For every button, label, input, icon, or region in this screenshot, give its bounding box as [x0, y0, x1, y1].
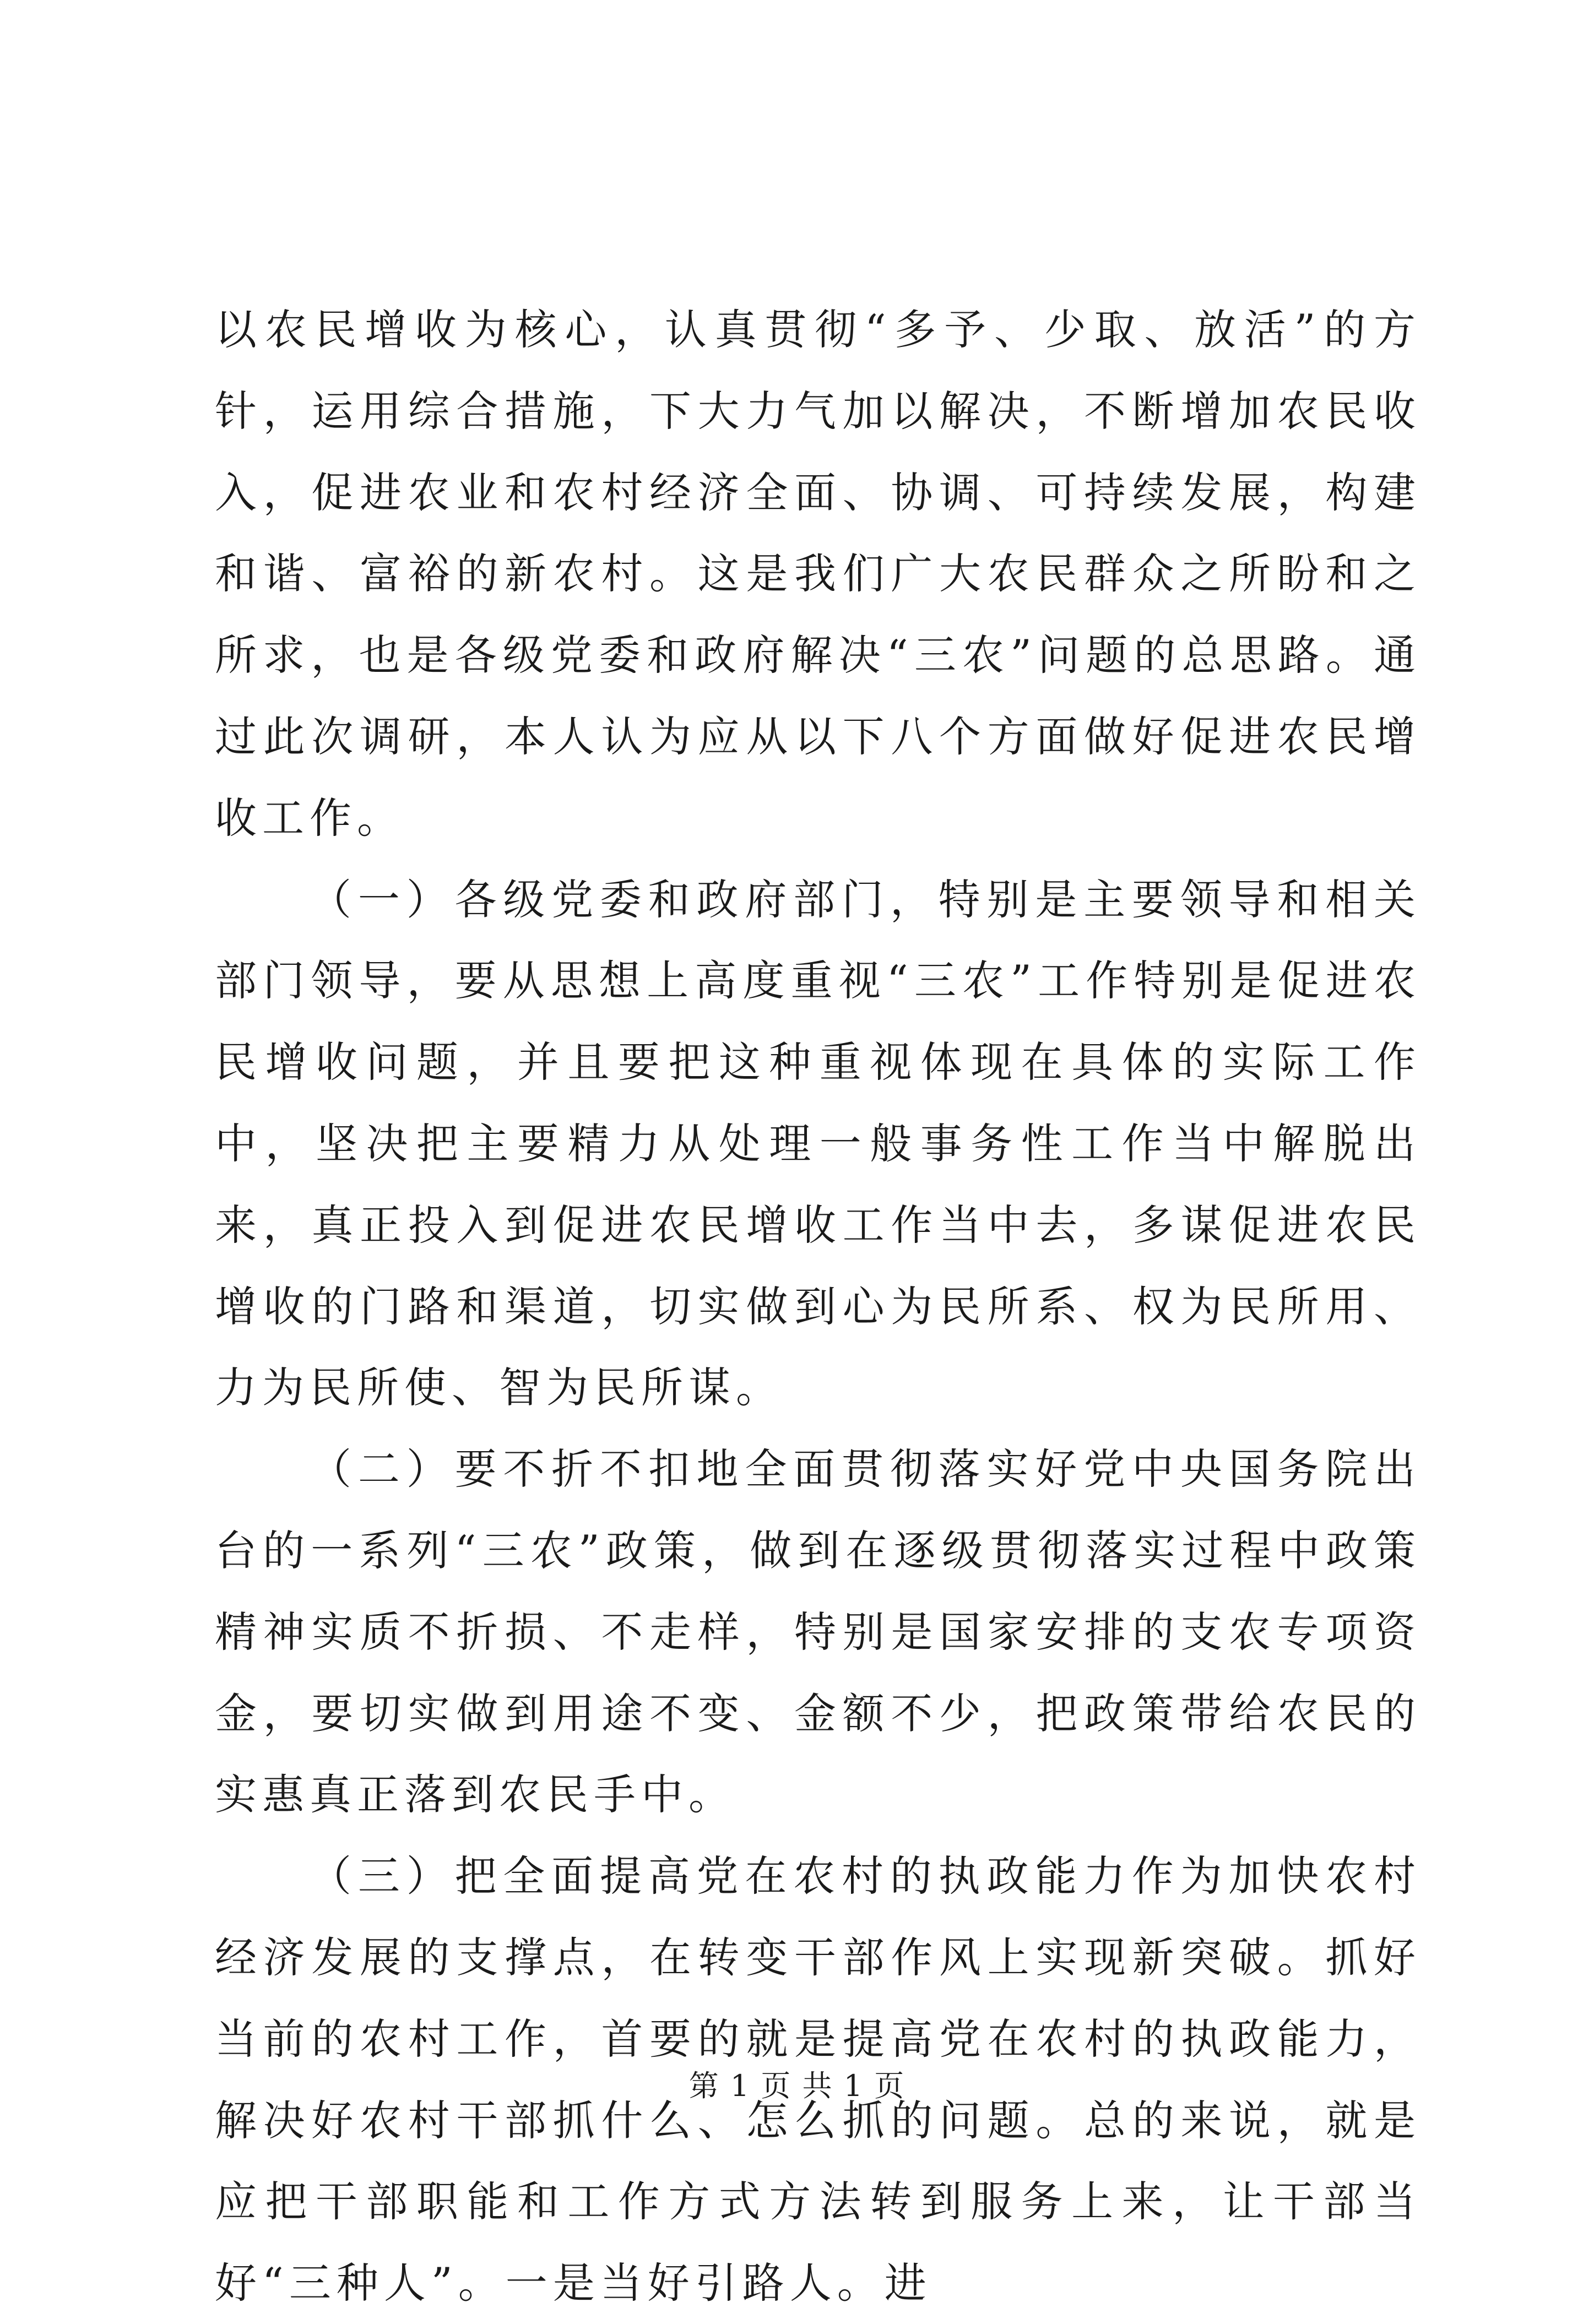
paragraph-intro: 以农民增收为核心，认真贯彻“多予、少取、放活”的方针，运用综合措施，下大力气加以解决，不断增加农民收入，促进农业和农村经济全面、协调、可持续发展，构建和谐、富裕的新农村。这是我们广大农民群众之所盼和之所求，也是各级党委和政府解决“三农”问题的总思路。通过此次调研，本人认为应从以下八个方面做好促进农民增收工作。: [215, 305, 1421, 843]
paragraph-point-3: （三）把全面提高党在农村的执政能力作为加快农村经济发展的支撑点，在转变干部作风上实现新突破。抓好当前的农村工作，首要的就是提高党在农村的执政能力，解决好农村干部抓什么、怎么抓的问题。总的来说，就是应把干部职能和工作方式方法转到服务上来，让干部当好“三种人”。一是当好引路人。进: [215, 1851, 1421, 2308]
paragraph-point-1: （一）各级党委和政府部门，特别是主要领导和相关部门领导，要从思想上高度重视“三农”工作特别是促进农民增收问题，并且要把这种重视体现在具体的实际工作中，坚决把主要精力从处理一般事务性工作当中解脱出来，真正投入到促进农民增收工作当中去，多谋促进农民增收的门路和渠道，切实做到心为民所系、权为民所用、力为民所使、智为民所谋。: [215, 875, 1421, 1413]
paragraph-point-2: （二）要不折不扣地全面贯彻落实好党中央国务院出台的一系列“三农”政策，做到在逐级贯彻落实过程中政策精神实质不折损、不走样，特别是国家安排的支农专项资金，要切实做到用途不变、金额不少，把政策带给农民的实惠真正落到农民手中。: [215, 1445, 1421, 1820]
document-body: [215, 289, 1421, 2324]
page-number-footer: 第 1 页 共 1 页: [688, 2068, 906, 2103]
